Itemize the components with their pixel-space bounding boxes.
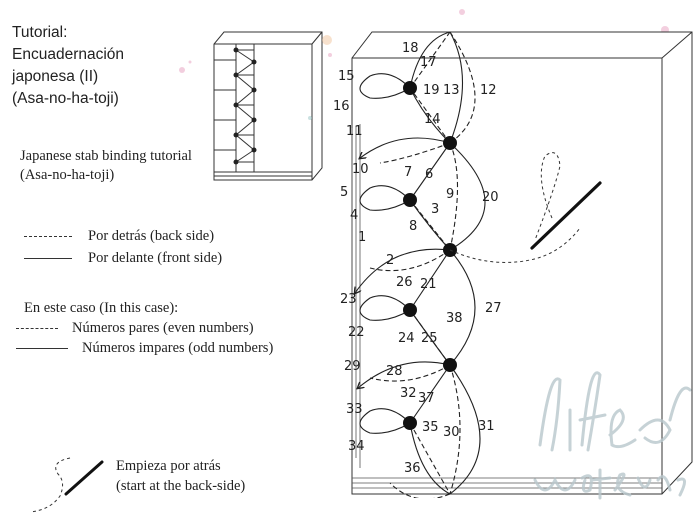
step-35: 35	[422, 420, 439, 435]
needle-icon	[20, 452, 110, 514]
step-30: 30	[443, 425, 460, 440]
step-25: 25	[421, 331, 438, 346]
step-3: 3	[431, 202, 440, 217]
step-29: 29	[344, 359, 361, 374]
step-26: 26	[396, 275, 413, 290]
step-1: 1	[358, 230, 367, 245]
step-2: 2	[386, 253, 395, 268]
step-11: 11	[346, 124, 363, 139]
step-13: 13	[443, 83, 460, 98]
even-numbers-label: Números pares (even numbers)	[72, 320, 254, 336]
step-20: 20	[482, 190, 499, 205]
step-6: 6	[425, 167, 434, 182]
step-17: 17	[420, 55, 437, 70]
step-8: 8	[409, 219, 418, 234]
step-5: 5	[340, 185, 349, 200]
line-legend	[24, 226, 222, 268]
description-text: Japanese stab binding tutorial (Asa-no-ha-toji)	[20, 148, 192, 183]
title-line-1: Tutorial:	[12, 24, 68, 41]
step-22: 22	[348, 325, 365, 340]
step-18: 18	[402, 41, 419, 56]
step-21: 21	[420, 277, 437, 292]
solid-line-sample	[24, 258, 72, 259]
start-note	[116, 456, 245, 496]
step-27: 27	[485, 301, 502, 316]
step-34: 34	[348, 439, 365, 454]
step-16: 16	[333, 99, 350, 114]
step-4: 4	[350, 208, 359, 223]
title-line-2: Encuadernación	[12, 46, 125, 63]
step-37: 37	[418, 391, 435, 406]
legend-back-label: Por detrás (back side)	[88, 228, 215, 244]
step-33: 33	[346, 402, 363, 417]
step-23: 23	[340, 292, 357, 307]
step-36: 36	[404, 461, 421, 476]
dashed-line-sample	[16, 328, 58, 329]
dashed-line-sample	[24, 236, 72, 237]
watermark-logo	[520, 350, 700, 510]
step-14: 14	[424, 112, 441, 127]
step-38: 38	[446, 311, 463, 326]
step-31: 31	[478, 419, 495, 434]
step-12: 12	[480, 83, 497, 98]
start-note-line-1: Empieza por atrás	[116, 458, 221, 474]
step-32: 32	[400, 386, 417, 401]
case-legend	[24, 298, 273, 358]
step-9: 9	[446, 187, 455, 202]
title-line-4: (Asa-no-ha-toji)	[12, 90, 119, 107]
legend-front-label: Por delante (front side)	[88, 250, 223, 266]
start-note-line-2: (start at the back-side)	[116, 478, 246, 494]
step-15: 15	[338, 69, 355, 84]
odd-numbers-label: Números impares (odd numbers)	[82, 340, 274, 356]
step-19: 19	[423, 83, 440, 98]
step-28: 28	[386, 364, 403, 379]
title-line-3: japonesa (II)	[12, 68, 99, 85]
case-heading: En este caso (In this case):	[24, 300, 179, 316]
step-10: 10	[352, 162, 369, 177]
step-7: 7	[404, 165, 413, 180]
solid-line-sample	[16, 348, 68, 349]
step-24: 24	[398, 331, 415, 346]
